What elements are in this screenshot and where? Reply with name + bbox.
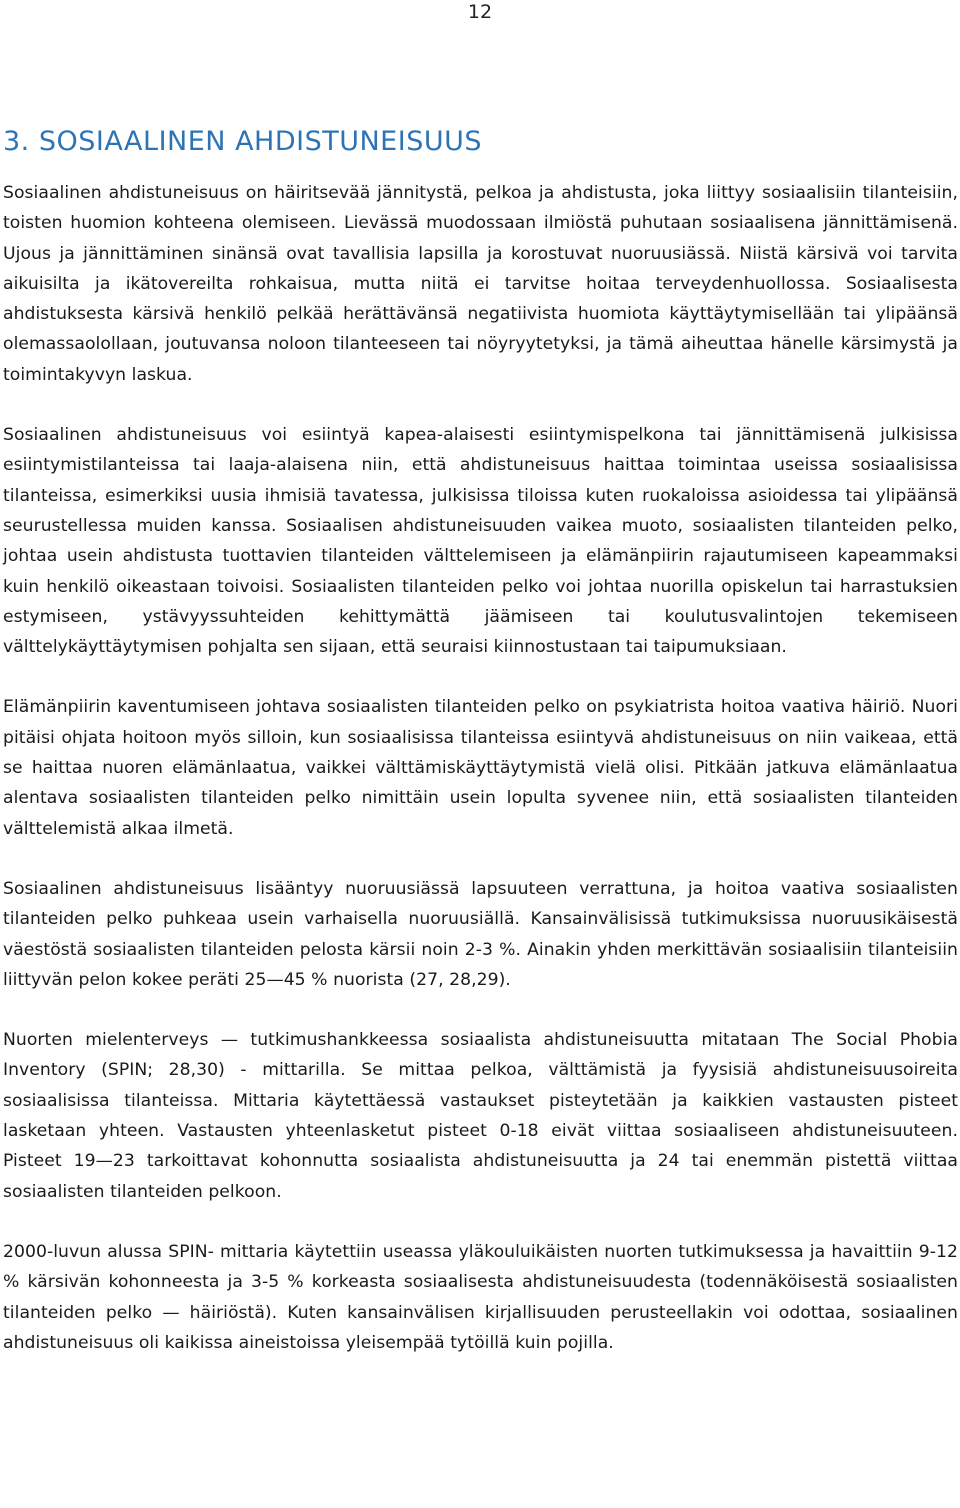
paragraph: Sosiaalinen ahdistuneisuus lisääntyy nuoruusiässä lapsuuteen verrattuna, ja hoitoa vaativa sosiaalisten tilanteiden pelko puhkeaa usein varhaisella nuoruusiällä. Kansainvälisissä tutkimuksissa nuoruusikäisestä väestöstä sosiaalisten tilanteiden pelosta kärsii noin 2-3 %. Ainakin yhden merkittävän sosiaalisiin tilanteisiin liittyvän pelon kokee peräti 25—45 % nuorista (27, 28,29). [3,878,958,990]
paragraph: 2000-luvun alussa SPIN- mittaria käytettiin useassa yläkouluikäisten nuorten tutkimuksessa ja havaittiin 9-12 % kärsivän kohonneesta ja 3-5 % korkeasta sosiaalisesta ahdistuneisuudesta (todennäköisestä sosiaalisten tilanteiden pelko — häiriöstä). Kuten kansainvälisen kirjallisuuden perusteellakin voi odottaa, sosiaalinen ahdistuneisuus oli kaikissa aineistoissa yleisempää tytöillä kuin pojilla. [3,1241,958,1353]
paragraph: Nuorten mielenterveys — tutkimushankkeessa sosiaalista ahdistuneisuutta mitataan The Social Phobia Inventory (SPIN; 28,30) - mittarilla. Se mittaa pelkoa, välttämistä ja fyysisiä ahdistuneisuusoireita sosiaalisissa tilanteissa. Mittaria käytettäessä vastaukset pisteytetään ja kaikkien vastausten pisteet lasketaan yhteen. Vastausten yhteenlasketut pisteet 0-18 eivät viittaa sosiaaliseen ahdistuneisuuteen. Pisteet 19—23 tarkoittavat kohonnutta sosiaalista ahdistuneisuutta ja 24 tai enemmän pistettä viittaa sosiaalisten tilanteiden pelkoon. [3,1030,958,1202]
paragraph: Sosiaalinen ahdistuneisuus on häiritsevää jännitystä, pelkoa ja ahdistusta, joka liittyy sosiaalisiin tilanteisiin, toisten huomion kohteena olemiseen. Lievässä muodossaan ilmiöstä puhutaan sosiaalisena jännittämisenä. Ujous ja jännittäminen sinänsä ovat tavallisia lapsilla ja korostuvat nuoruusiässä. Niistä kärsivä voi tarvita aikuisilta ja ikätovereilta rohkaisua, mutta niitä ei tarvitse hoitaa terveydenhuollossa. Sosiaalisesta ahdistuksesta kärsivä henkilö pelkää herättävänsä negatiivista huomiota käyttäytymisellään tai ylipäänsä olemassaolollaan, joutuvansa noloon tilanteeseen tai nöyryytetyksi, ja tämä aiheuttaa hänelle kärsimystä ja toimintakyvyn laskua. [3,183,958,385]
page-number: 12 [467,1,493,23]
body-text [3,178,958,1388]
paragraph: Sosiaalinen ahdistuneisuus voi esiintyä kapea-alaisesti esiintymispelkona tai jännittämisenä julkisissa esiintymistilanteissa tai laaja-alaisena niin, että ahdistuneisuus haittaa toimintaa useissa sosiaalisissa tilanteissa, esimerkiksi uusia ihmisiä tavatessa, julkisissa tiloissa kuten ruokaloissa asioidessa tai ylipäänsä seurustellessa muiden kanssa. Sosiaalisen ahdistuneisuuden vaikea muoto, sosiaalisten tilanteiden pelko, johtaa usein ahdistusta tuottavien tilanteiden välttelemiseen ja elämänpiirin rajautumiseen kapeammaksi kuin henkilö oikeastaan toivoisi. Sosiaalisten tilanteiden pelko voi johtaa nuorilla opiskelun tai harrastuksien estymiseen, ystävyyssuhteiden kehittymättä jäämiseen tai koulutusvalintojen tekemiseen välttelykäyttäytymisen pohjalta sen sijaan, että seuraisi kiinnostustaan tai taipumuksiaan. [3,425,958,658]
paragraph: Elämänpiirin kaventumiseen johtava sosiaalisten tilanteiden pelko on psykiatrista hoitoa vaativa häiriö. Nuori pitäisi ohjata hoitoon myös silloin, kun sosiaalisissa tilanteissa esiintyvä ahdistuneisuus on niin vaikeaa, että se haittaa nuoren elämänlaatua, vaikkei välttämiskäyttäytymistä vielä olisi. Pitkään jatkuva elämänlaatua alentava sosiaalisten tilanteiden pelko nimittäin usein lopulta syvenee niin, että sosiaalisten tilanteiden välttelemistä alkaa ilmetä. [3,697,958,839]
chapter-title: 3. SOSIAALINEN AHDISTUNEISUUS [3,126,483,158]
